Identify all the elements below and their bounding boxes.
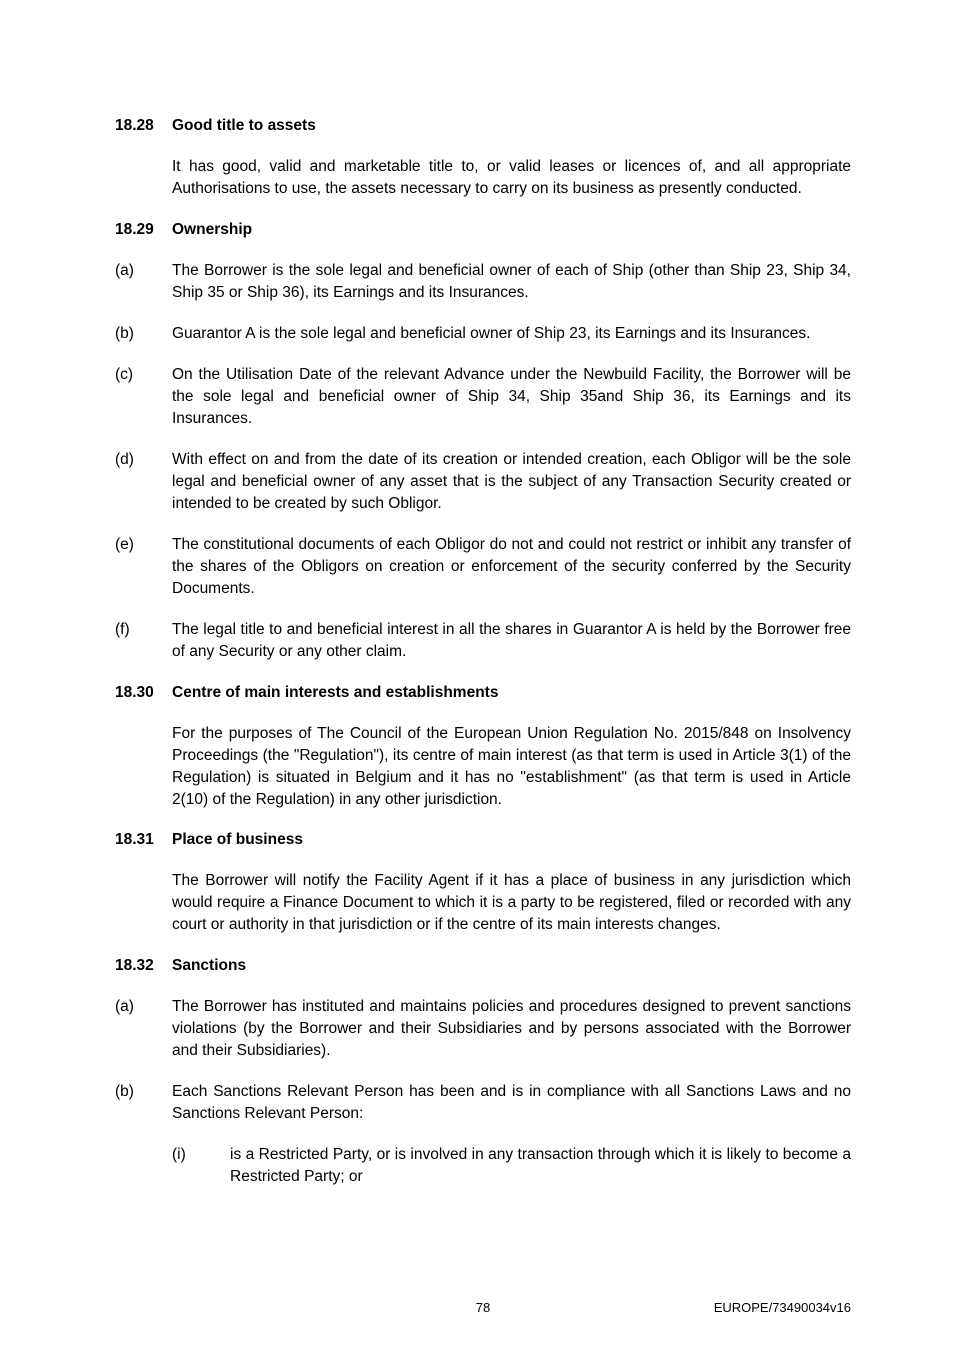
item-text: With effect on and from the date of its creation or intended creation, each Obligor will be the sole legal and beneficial owner of any asset that is the subject of any Transaction Security created or intended to be created by such Obligor. (172, 451, 851, 512)
subitem-label: (i) (172, 1146, 186, 1163)
list-item-d (115, 449, 851, 515)
list-item-a (115, 996, 851, 1062)
item-text: Guarantor A is the sole legal and beneficial owner of Ship 23, its Earnings and its Insurances. (172, 325, 811, 342)
section-number: 18.32 (115, 957, 154, 974)
item-text: The legal title to and beneficial interest in all the shares in Guarantor A is held by the Borrower free of any Security or any other claim. (172, 621, 851, 660)
item-text: On the Utilisation Date of the relevant Advance under the Newbuild Facility, the Borrower will be the sole legal and beneficial owner of Ship 34, Ship 35and Ship 36, its Earnings and its Insurances. (172, 366, 851, 427)
section-number: 18.28 (115, 117, 154, 134)
list-item-a (115, 260, 851, 304)
item-text: The Borrower is the sole legal and beneficial owner of each of Ship (other than Ship 23, Ship 34, Ship 35 or Ship 36), its Earnings and its Insurances. (172, 262, 851, 301)
item-text: The constitutional documents of each Obligor do not and could not restrict or inhibit any transfer of the shares of the Obligors on creation or enforcement of the security conferred by the Security Documents. (172, 536, 851, 597)
item-label: (a) (115, 262, 134, 279)
section-title: Sanctions (172, 957, 247, 974)
item-text: The Borrower has instituted and maintains policies and procedures designed to prevent sanctions violations (by the Borrower and their Subsidiaries and by persons associated with the Borrower and their Subsidiaries). (172, 998, 851, 1059)
item-text: Each Sanctions Relevant Person has been and is in compliance with all Sanctions Laws and no Sanctions Relevant Person: (172, 1083, 851, 1122)
list-item-c (115, 364, 851, 430)
item-label: (e) (115, 536, 134, 553)
sub-list-item-i (172, 1144, 851, 1188)
section-body-18-28: It has good, valid and marketable title to, or valid leases or licences of, and all appropriate Authorisations to use, the assets necessary to carry on its business as presently conducted. (172, 158, 851, 197)
page-number: 78 (475, 1300, 491, 1315)
section-title: Ownership (172, 221, 253, 238)
section-number: 18.31 (115, 831, 154, 848)
section-title: Centre of main interests and establishments (172, 684, 499, 701)
list-item-e (115, 534, 851, 600)
list-item-b (115, 323, 851, 345)
section-heading-18-32 (115, 955, 246, 977)
item-label: (b) (115, 325, 134, 342)
document-reference: EUROPE/73490034v16 (713, 1300, 851, 1315)
section-title: Good title to assets (172, 117, 316, 134)
section-number: 18.30 (115, 684, 154, 701)
section-heading-18-30 (115, 682, 498, 704)
list-item-b (115, 1081, 851, 1125)
section-body-18-30: For the purposes of The Council of the European Union Regulation No. 2015/848 on Insolvency Proceedings (the "Regulation"), its centre of main interest (as that term is used in Article 3(1) of the Regulation) is situated in Belgium and it has no "establishment" (as that term is used in Article 2(10) of the Regulation) in any other jurisdiction. (172, 725, 851, 808)
item-label: (a) (115, 998, 134, 1015)
section-number: 18.29 (115, 221, 154, 238)
section-heading-18-31 (115, 829, 303, 851)
section-body-18-31: The Borrower will notify the Facility Agent if it has a place of business in any jurisdiction which would require a Finance Document to which it is a party to be registered, filed or recorded with any court or authority in that jurisdiction or if the centre of its main interests changes. (172, 872, 851, 933)
item-label: (b) (115, 1083, 134, 1100)
item-label: (c) (115, 366, 134, 383)
section-heading-18-28 (115, 115, 316, 137)
list-item-f (115, 619, 851, 663)
section-heading-18-29 (115, 219, 252, 241)
item-label: (d) (115, 451, 134, 468)
subitem-text: is a Restricted Party, or is involved in any transaction through which it is likely to become a Restricted Party; or (230, 1146, 851, 1185)
section-title: Place of business (172, 831, 303, 848)
item-label: (f) (115, 621, 130, 638)
